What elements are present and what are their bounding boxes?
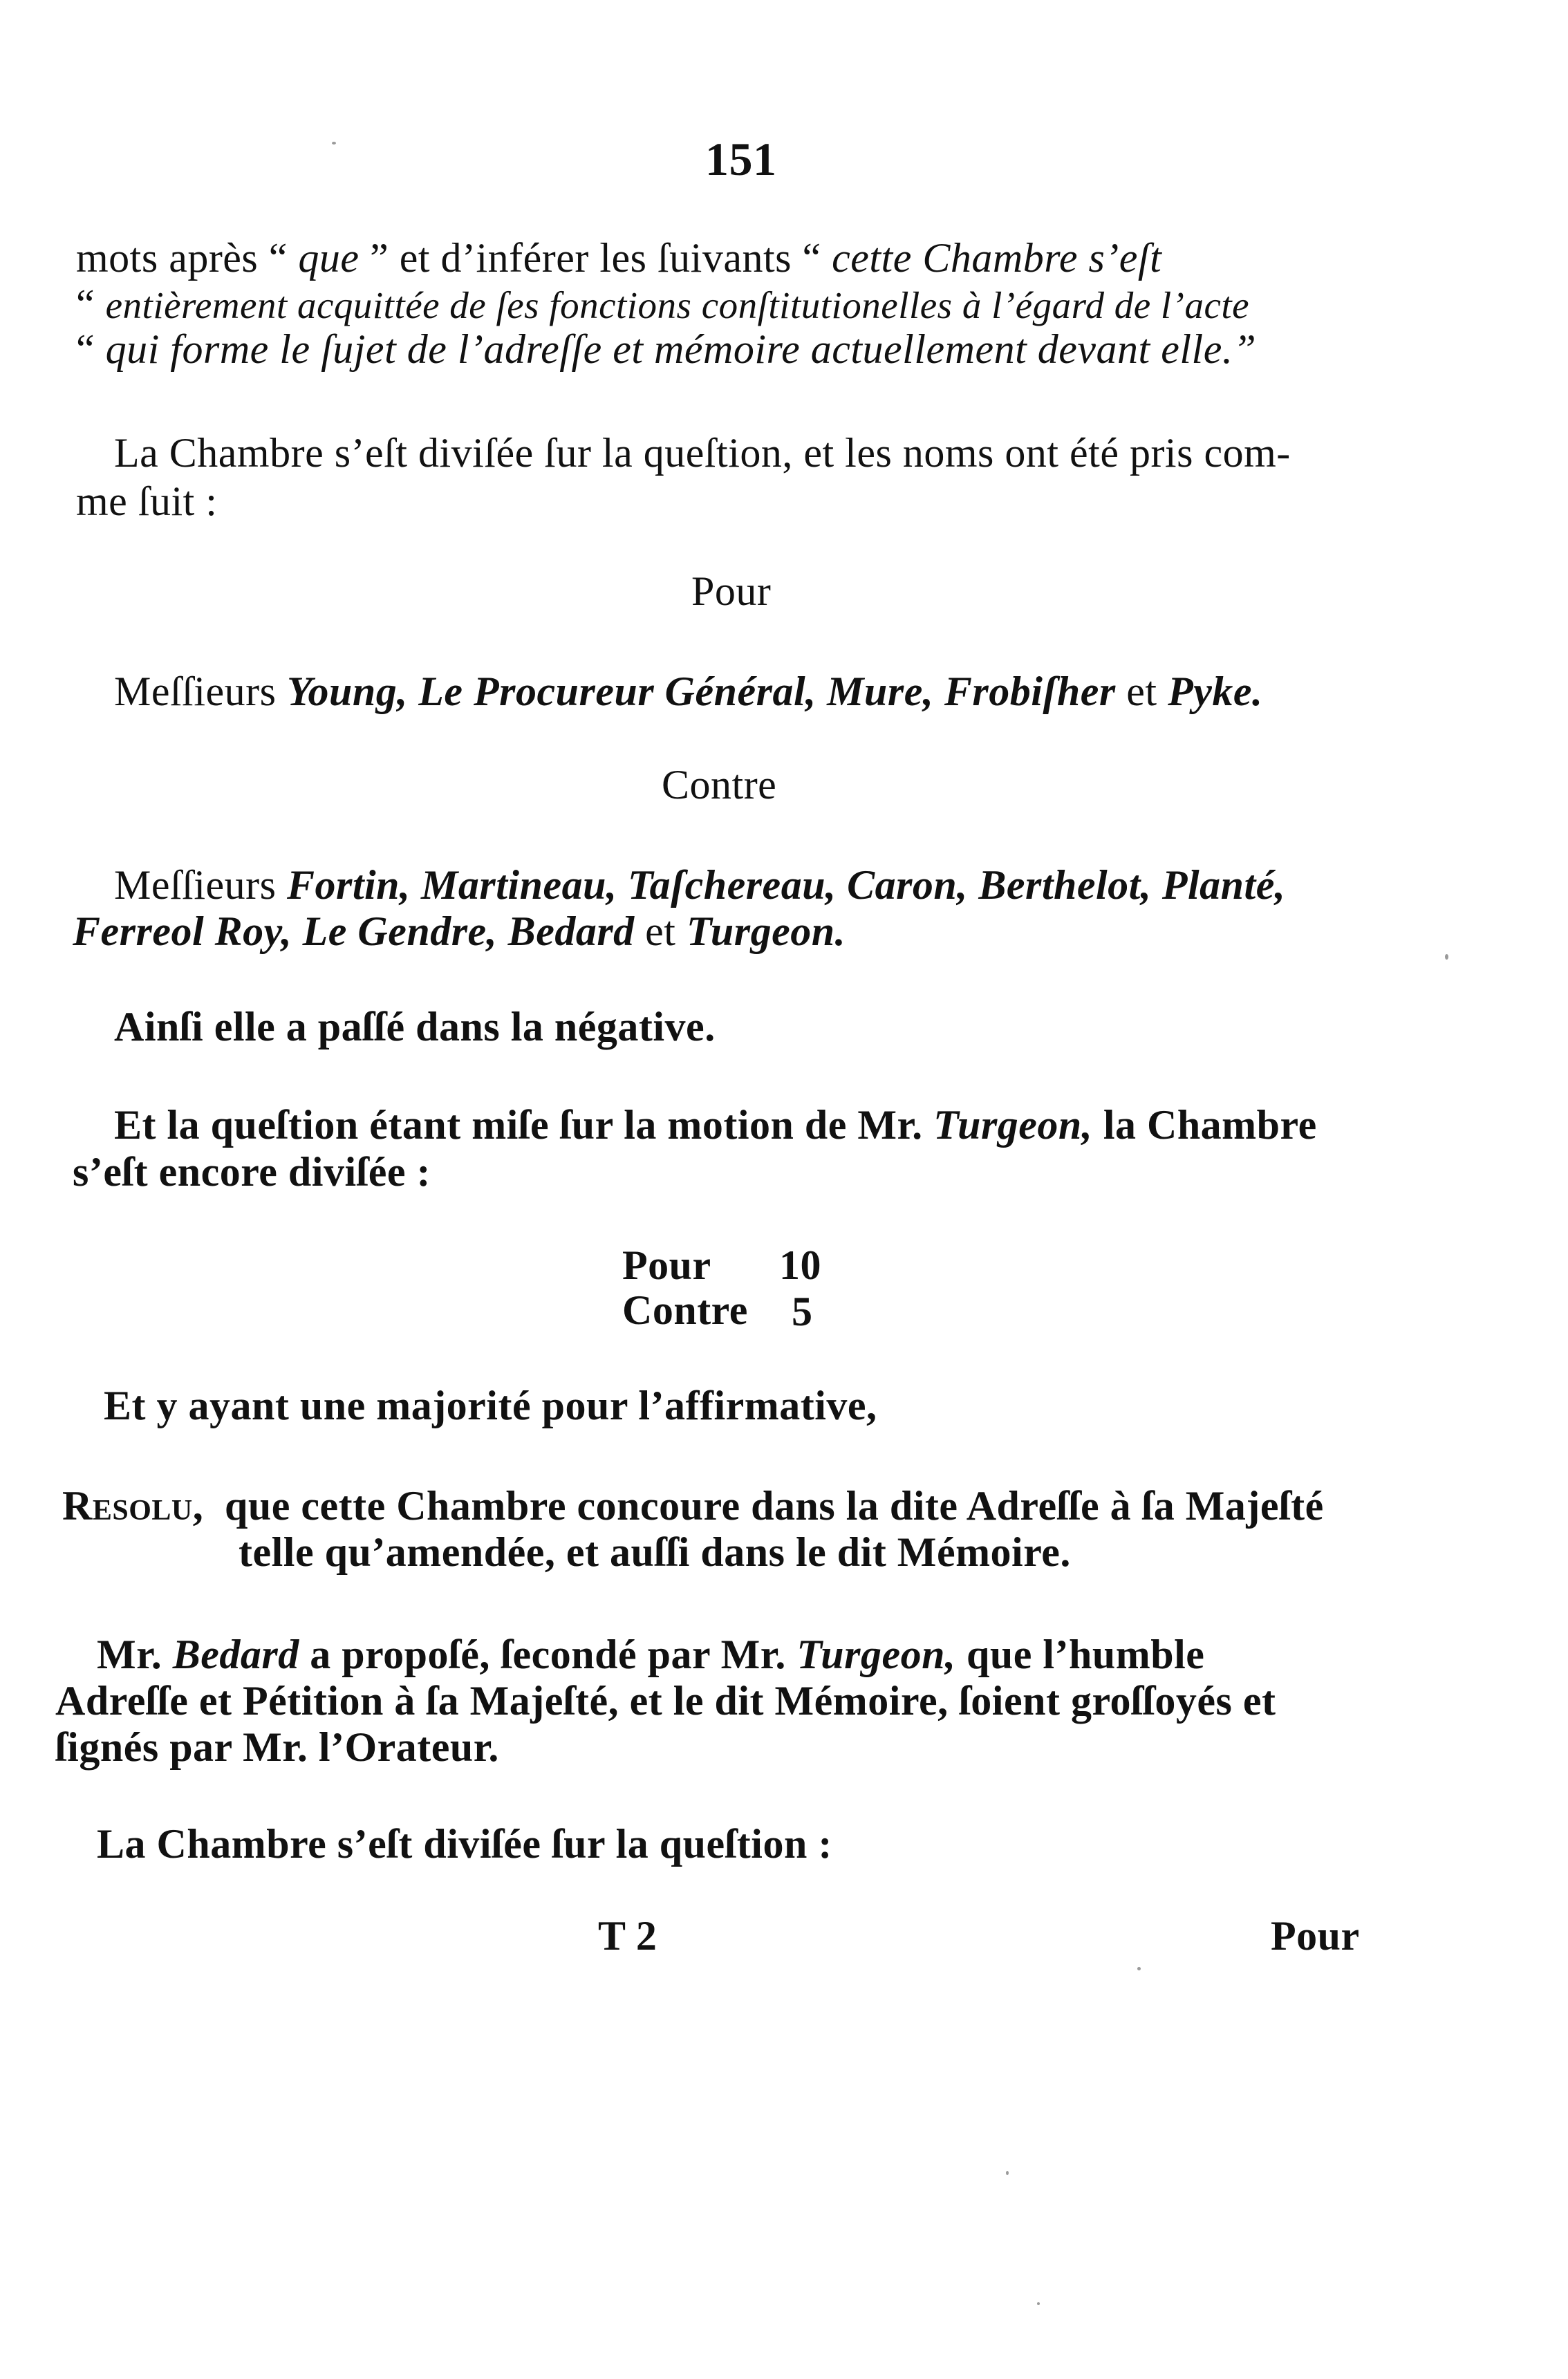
bedard-line-1-d: Turgeon,	[796, 1632, 956, 1677]
contre-name-7: Ferreol Roy,	[73, 908, 292, 954]
pour-name-2: Le Procureur Général,	[418, 669, 816, 714]
contre-name-5: Berthelot,	[978, 862, 1152, 908]
tally-contre-count: 5	[792, 1289, 813, 1334]
contre-heading: Contre	[662, 762, 777, 808]
quote-line-3-b: qui forme le ſujet de l’adreſſe et mémoire actuellement devant elle.”	[105, 326, 1257, 372]
contre-name-8: Le Gendre,	[302, 908, 498, 954]
quote-line-1-d: cette Chambre s’eſt	[832, 235, 1162, 281]
quote-line-1-a: mots après “	[76, 235, 288, 281]
scan-speck	[1137, 1967, 1141, 1970]
quote-line-3-a: “	[76, 326, 95, 372]
motion-line-2: s’eſt encore diviſée :	[73, 1149, 431, 1195]
final-division-line: La Chambre s’eſt diviſée ſur la queſtion :	[97, 1821, 832, 1867]
contre-name-3: Taſchereau,	[627, 862, 837, 908]
quote-line-1-b: que	[298, 235, 360, 281]
scan-speck	[332, 142, 336, 144]
pour-name-5: Pyke.	[1168, 669, 1263, 714]
quote-line-2	[76, 280, 1249, 330]
pour-names-prefix: Meſſieurs	[114, 669, 277, 714]
quote-line-3	[76, 325, 1256, 373]
tally-pour-count: 10	[779, 1242, 821, 1288]
motion-line-1-b: Turgeon,	[933, 1102, 1093, 1148]
bedard-line-3: ſignés par Mr. l’Orateur.	[55, 1724, 499, 1770]
pour-name-1: Young,	[286, 669, 408, 714]
bedard-line-1	[97, 1630, 1204, 1679]
tally-contre-label: Contre	[622, 1287, 748, 1333]
scan-speck	[1006, 2171, 1009, 2175]
catchword: Pour	[1271, 1913, 1360, 1959]
pour-names-conj: et	[1126, 669, 1157, 714]
quote-line-2-b: entièrement acquittée de ſes fonctions conſtitutionelles à l’égard de l’acte	[105, 284, 1250, 326]
quote-line-1-c: ” et d’inférer les ſuivants “	[370, 235, 821, 281]
contre-name-10: Turgeon.	[686, 908, 846, 954]
pour-name-4: Frobiſher	[944, 669, 1116, 714]
majority-line: Et y ayant une majorité pour l’affirmative,	[104, 1383, 877, 1428]
quote-line-2-a: “	[76, 281, 95, 327]
quote-line-1	[76, 234, 1161, 282]
scan-speck	[1037, 2302, 1040, 2305]
contre-name-6: Planté,	[1161, 862, 1286, 908]
bedard-line-2: Adreſſe et Pétition à ſa Majeſté, et le dit Mémoire, ſoient groſſoyés et	[55, 1678, 1276, 1724]
bedard-line-1-c: a propoſé, ſecondé par Mr.	[310, 1632, 786, 1677]
contre-name-9: Bedard	[507, 908, 635, 954]
resolu-label: Resolu,	[62, 1483, 204, 1529]
contre-names-conj: et	[645, 908, 676, 954]
contre-name-2: Martineau,	[421, 862, 617, 908]
bedard-line-1-a: Mr.	[97, 1632, 162, 1677]
division-line-1: La Chambre s’eſt diviſée ſur la queſtion, et les noms ont été pris com-	[114, 430, 1291, 476]
contre-names-line-1	[114, 861, 1285, 909]
resolu-line-1: que cette Chambre concoure dans la dite Adreſſe à ſa Majeſté	[225, 1483, 1324, 1529]
bedard-line-1-b: Bedard	[172, 1632, 299, 1677]
tally-pour-label: Pour	[622, 1242, 711, 1288]
resolu-line-2: telle qu’amendée, et auſſi dans le dit Mémoire.	[239, 1529, 1071, 1575]
signature-mark: T 2	[598, 1913, 657, 1959]
motion-line-1-a: Et la queſtion étant miſe ſur la motion de Mr.	[114, 1102, 923, 1148]
motion-line-1-c: la Chambre	[1103, 1102, 1317, 1148]
pour-heading: Pour	[691, 568, 772, 614]
scan-speck	[1445, 954, 1448, 960]
division-line-2: me ſuit :	[76, 478, 218, 524]
page-number: 151	[705, 133, 777, 185]
pour-name-3: Mure,	[827, 669, 934, 714]
negative-result: Ainſi elle a paſſé dans la négative.	[114, 1004, 716, 1049]
contre-name-1: Fortin,	[286, 862, 411, 908]
contre-names-line-2	[73, 907, 846, 955]
bedard-line-1-e: que l’humble	[966, 1632, 1205, 1677]
pour-names	[114, 667, 1262, 716]
contre-names-prefix: Meſſieurs	[114, 862, 277, 908]
motion-line-1	[114, 1101, 1317, 1149]
contre-name-4: Caron,	[847, 862, 968, 908]
